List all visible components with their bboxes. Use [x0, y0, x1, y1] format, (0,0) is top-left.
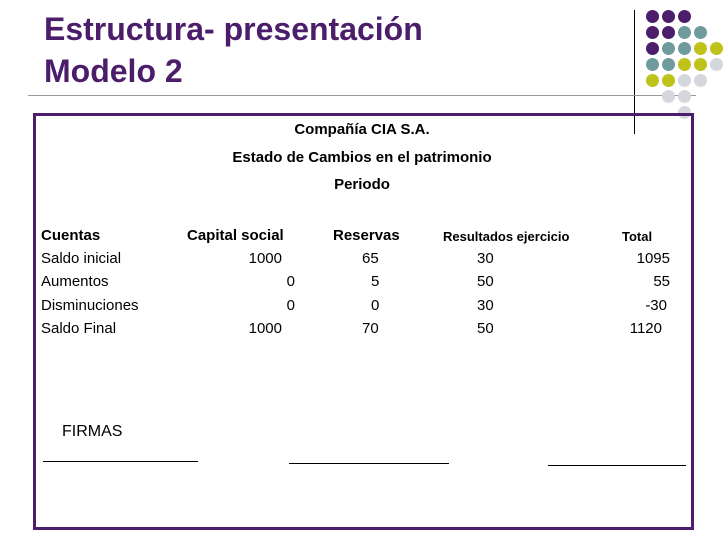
decorative-dot	[694, 26, 707, 39]
decorative-dot	[678, 58, 691, 71]
decorative-dot	[646, 42, 659, 55]
row-account: Saldo inicial	[41, 250, 122, 267]
row-reservas: 5	[371, 273, 380, 290]
row-account: Aumentos	[41, 273, 109, 290]
decorative-dot	[710, 58, 723, 71]
decorative-dot	[646, 74, 659, 87]
row-total: 1095	[636, 250, 670, 267]
decorative-dot	[662, 58, 675, 71]
row-capital-social: 1000	[248, 250, 282, 267]
row-resultados: 50	[477, 273, 494, 290]
row-total: 1120	[629, 320, 662, 337]
decorative-dot-grid	[646, 10, 728, 120]
decorative-dot	[678, 26, 691, 39]
row-resultados: 30	[477, 250, 494, 267]
decorative-dot	[678, 90, 691, 103]
decorative-dot	[646, 26, 659, 39]
decorative-dot	[678, 42, 691, 55]
decorative-dot	[662, 74, 675, 87]
slide-title	[44, 8, 423, 92]
decorative-dot	[694, 42, 707, 55]
row-capital-social: 0	[286, 297, 295, 314]
row-reservas: 0	[371, 297, 380, 314]
row-total: 55	[653, 273, 670, 290]
row-resultados: 30	[477, 297, 494, 314]
row-capital-social: 1000	[248, 320, 282, 337]
signatures-label: FIRMAS	[62, 423, 123, 440]
column-header-capital-social: Capital social	[187, 227, 284, 244]
row-reservas: 65	[362, 250, 379, 267]
row-total: -30	[645, 297, 667, 314]
row-account: Saldo Final	[41, 320, 117, 337]
row-capital-social: 0	[286, 273, 295, 290]
slide-title-line2: Modelo 2	[44, 53, 183, 89]
signature-line-2	[289, 463, 449, 464]
column-header-total: Total	[622, 229, 653, 244]
slide-title-line1: Estructura- presentación	[44, 11, 423, 47]
column-header-resultados-ejercicio: Resultados ejercicio	[443, 229, 570, 244]
company-name: Compañía CIA S.A.	[294, 121, 430, 138]
row-reservas: 70	[362, 320, 379, 337]
decorative-dot	[694, 58, 707, 71]
decorative-dot	[710, 42, 723, 55]
decorative-horizontal-line	[28, 95, 696, 96]
decorative-dot	[662, 90, 675, 103]
row-resultados: 50	[477, 320, 494, 337]
decorative-dot	[662, 42, 675, 55]
decorative-dot	[646, 58, 659, 71]
statement-period: Periodo	[334, 176, 390, 193]
row-account: Disminuciones	[41, 297, 139, 314]
decorative-dot	[678, 10, 691, 23]
decorative-dot	[694, 74, 707, 87]
decorative-dot	[678, 74, 691, 87]
column-header-cuentas: Cuentas	[41, 227, 101, 244]
decorative-dot	[646, 10, 659, 23]
statement-name: Estado de Cambios en el patrimonio	[232, 149, 492, 166]
signature-line-1	[43, 461, 198, 462]
decorative-dot	[662, 10, 675, 23]
column-header-reservas: Reservas	[333, 227, 400, 244]
decorative-dot	[662, 26, 675, 39]
signature-line-3	[548, 465, 686, 466]
